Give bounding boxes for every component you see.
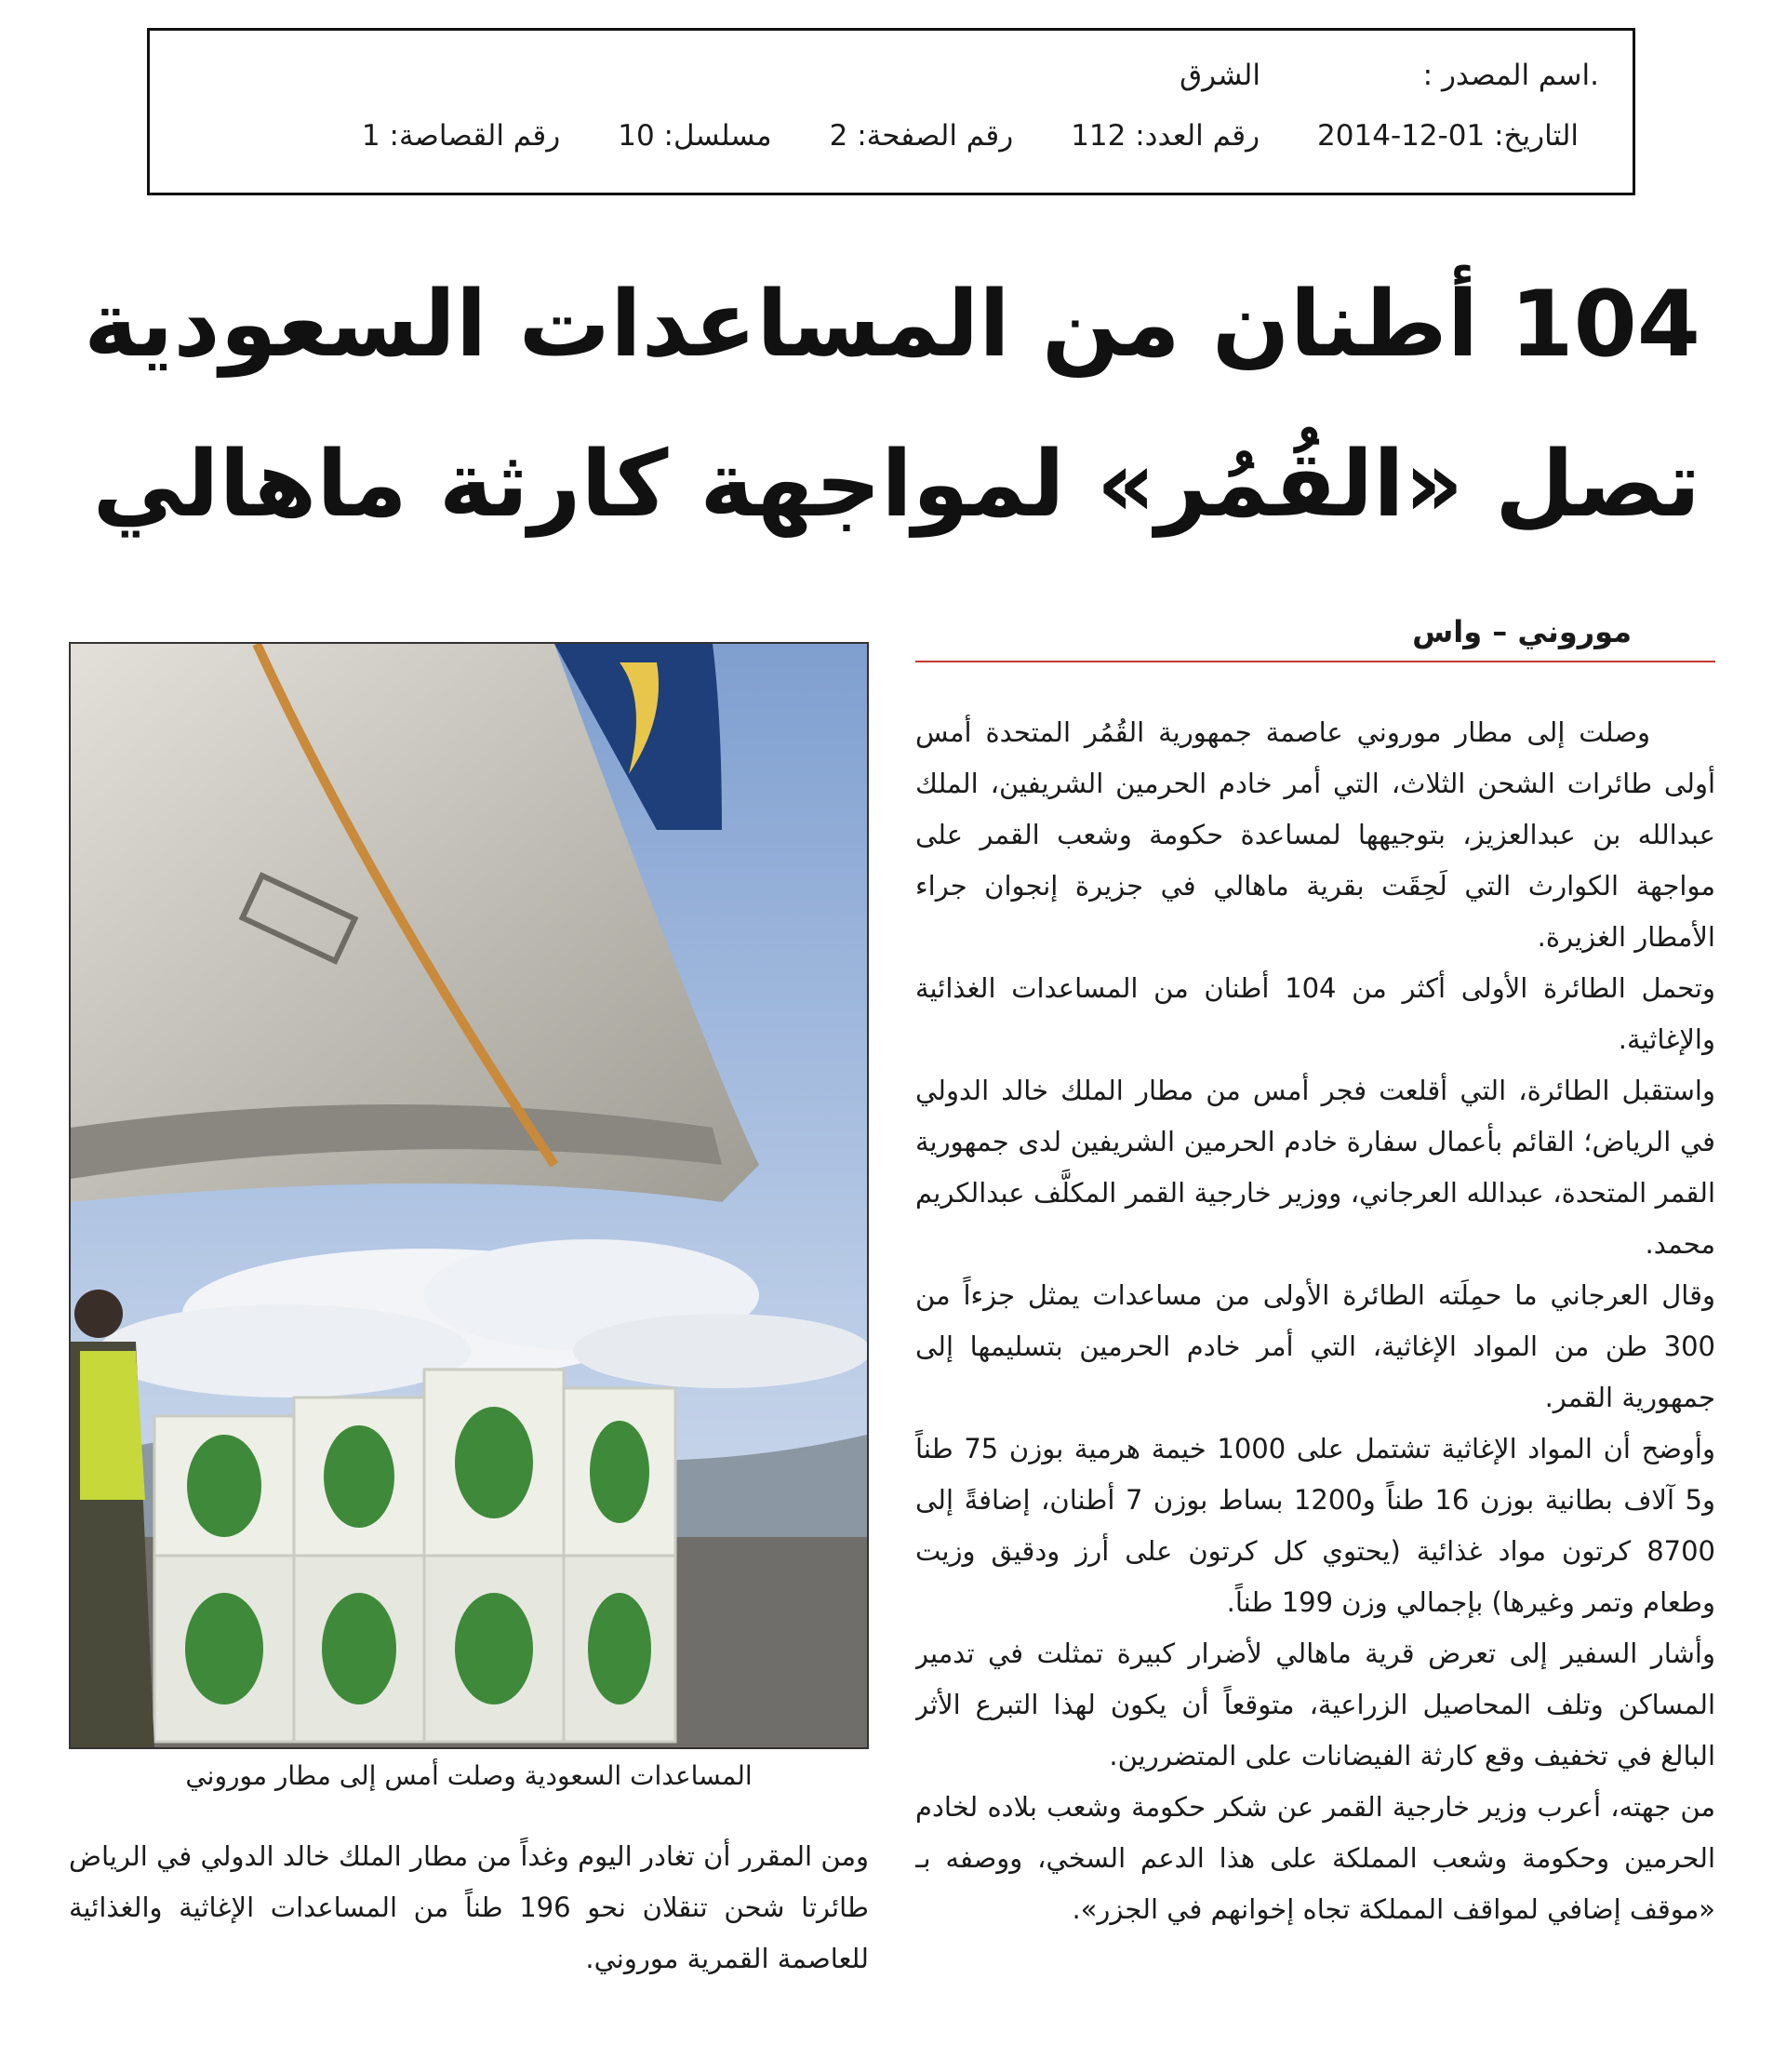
- byline: موروني – واس: [1412, 614, 1632, 649]
- closing-text-block: [69, 1831, 869, 1989]
- source-label: .اسم المصدر :: [1422, 59, 1599, 92]
- serial-field: مسلسل: 10: [618, 119, 772, 153]
- issue-field: رقم العدد: 112: [1071, 119, 1260, 153]
- byline-divider: [915, 661, 1715, 662]
- meta-row: [362, 119, 1579, 153]
- page-field: رقم الصفحة: 2: [829, 119, 1014, 153]
- article-paragraph: واستقبل الطائرة، التي أقلعت فجر أمس من مطار الملك خالد الدولي في الرياض؛ القائم بأعمال سفارة خادم الحرمين الشريفين لدى جمهورية القمر المتحدة، عبدالله العرجاني، ووزير خارجية القمر المكلَّف عبدالكريم محمد.: [915, 1075, 1715, 1260]
- cargo-boxes: [154, 1370, 675, 1742]
- article-body: [915, 707, 1715, 2000]
- headline-line-2: تصل «القُمُر» لمواجهة كارثة ماهالي: [92, 432, 1700, 538]
- aid-cargo-photo-illustration: [71, 644, 867, 1747]
- article-paragraph: وأوضح أن المواد الإغاثية تشتمل على 1000 خيمة هرمية بوزن 75 طناً و5 آلاف بطانية بوزن 16 طناً و1200 بساط بوزن 7 أطنان، إضافةً إلى 8700 كرتون مواد غذائية (يحتوي كل كرتون على أرز ودقيق وزيت وطعام وتمر وغيرها) بإجمالي وزن 199 طناً.: [915, 1433, 1715, 1618]
- article-paragraph: وقال العرجاني ما حمِلَته الطائرة الأولى من مساعدات يمثل جزءاً من 300 طن من المواد الإغاثية، التي أمر خادم الحرمين بتسليمها إلى جمهورية القمر.: [915, 1279, 1715, 1413]
- date-field: التاريخ: 01-12-2014: [1317, 119, 1579, 153]
- article-photo: [69, 642, 869, 1749]
- photo-caption: المساعدات السعودية وصلت أمس إلى مطار موروني: [185, 1760, 753, 1791]
- article-paragraph: وتحمل الطائرة الأولى أكثر من 104 أطنان من المساعدات الغذائية والإغاثية.: [915, 972, 1715, 1055]
- closing-paragraph: ومن المقرر أن تغادر اليوم وغداً من مطار الملك خالد الدولي في الرياض طائرتا شحن تنقلان نحو 196 طناً من المساعدات الإغاثية والغذائية للعاصمة القمرية موروني.: [69, 1840, 869, 1974]
- source-info-box: [147, 28, 1635, 195]
- headline-line-1: 104 أطنان من المساعدات السعودية: [84, 272, 1700, 378]
- source-value: الشرق: [1180, 59, 1260, 92]
- article-paragraph: وأشار السفير إلى تعرض قرية ماهالي لأضرار كبيرة تمثلت في تدمير المساكن وتلف المحاصيل الزراعية، متوقعاً أن يكون لهذا التبرع الأثر البالغ في تخفيف وقع كارثة الفيضانات على المتضررين.: [915, 1638, 1715, 1771]
- article-paragraph: من جهته، أعرب وزير خارجية القمر عن شكر حكومة وشعب بلاده لخادم الحرمين وحكومة وشعب المملكة على هذا الدعم السخي، ووصفه بـ «موقف إضافي لمواقف المملكة تجاه إخوانهم في الجزر».: [915, 1791, 1715, 1925]
- clip-field: رقم القصاصة: 1: [361, 119, 561, 153]
- article-paragraph: وصلت إلى مطار موروني عاصمة جمهورية القُمُر المتحدة أمس أولى طائرات الشحن الثلاث، التي أمر خادم الحرمين الشريفين، الملك عبدالله بن عبدالعزيز، بتوجيهها لمساعدة حكومة وشعب القمر على مواجهة الكوارث التي لَحِقَت بقرية ماهالي في جزيرة إنجوان جراء الأمطار الغزيرة.: [915, 716, 1715, 953]
